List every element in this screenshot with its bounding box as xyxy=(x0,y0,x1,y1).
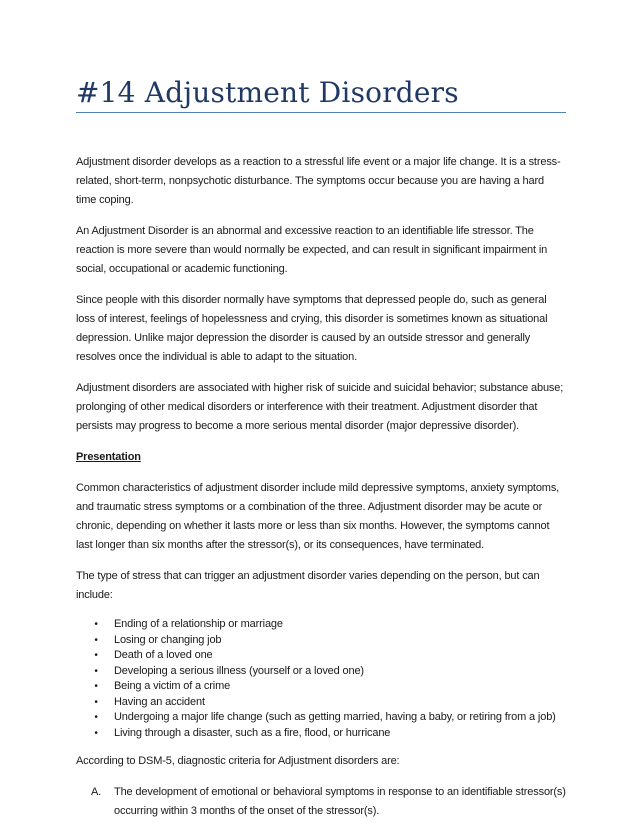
title-underline-rule xyxy=(76,112,566,113)
paragraph-associated-risks: Adjustment disorders are associated with higher risk of suicide and suicidal behavior; substance abuse; prolonging of other medical disorders or interference with their treatment. Adjustment disorder that persists may progress to become a more serious mental disorder (major depressive disorder). xyxy=(76,382,564,432)
paragraph-abnormal-reaction: An Adjustment Disorder is an abnormal and excessive reaction to an identifiable life stressor. The reaction is more severe than would normally be expected, and can result in significant impairment in social, occupational or academic functioning. xyxy=(76,225,548,275)
list-item-text: Developing a serious illness (yourself or a loved one) xyxy=(114,664,364,677)
bullet-icon: • xyxy=(94,619,98,630)
list-item-text: Undergoing a major life change (such as getting married, having a baby, or retiring from a job) xyxy=(114,711,556,723)
paragraph-characteristics: Common characteristics of adjustment disorder include mild depressive symptoms, anxiety symptoms, and traumatic stress symptoms or a combination of the three. Adjustment disorder may be acute or chronic, depending on whether it lasts more or less than six months. However, the symptoms cannot last longer than six months after the stressor(s), or its consequences, have terminated. xyxy=(76,482,560,551)
criteria-letter: A. xyxy=(91,786,102,798)
bullet-icon: • xyxy=(94,665,98,677)
bullet-icon: • xyxy=(94,696,98,708)
section-heading-presentation: Presentation xyxy=(76,451,141,463)
list-item-text: Living through a disaster, such as a fire, flood, or hurricane xyxy=(114,726,391,739)
paragraph-stress-types: The type of stress that can trigger an adjustment disorder varies depending on the person, but can include: xyxy=(76,570,540,601)
list-item xyxy=(76,726,566,742)
paragraph-definition: Adjustment disorder develops as a reaction to a stressful life event or a major life change. It is a stress-related, short-term, nonpsychotic disturbance. The symptoms occur because you are having a hard time coping. xyxy=(76,156,561,206)
paragraph-dsm5-intro: According to DSM-5, diagnostic criteria for Adjustment disorders are: xyxy=(76,755,400,767)
bullet-icon: • xyxy=(94,727,98,739)
list-item xyxy=(76,664,566,680)
stressor-bullet-list xyxy=(76,617,566,741)
list-item xyxy=(76,617,566,633)
criteria-text: The development of emotional or behavioral symptoms in response to an identifiable stressor(s) occurring within 3 months of the onset of the stressor(s). xyxy=(114,786,566,817)
bullet-icon: • xyxy=(94,681,98,692)
paragraph-situational-depression: Since people with this disorder normally have symptoms that depressed people do, such as general loss of interest, feelings of hopelessness and crying, this disorder is sometimes known as situational depression. Unlike major depression the disorder is caused by an outside stressor and generally resolves once the individual is able to adapt to the situation. xyxy=(76,294,548,363)
bullet-icon: • xyxy=(94,650,98,661)
list-item xyxy=(76,679,566,695)
page-title: #14 Adjustment Disorders xyxy=(76,76,459,109)
list-item-text: Death of a loved one xyxy=(114,649,213,661)
bullet-icon: • xyxy=(94,634,98,646)
list-item xyxy=(76,710,566,726)
list-item-text: Having an accident xyxy=(114,695,205,708)
list-item-text: Losing or changing job xyxy=(114,633,222,646)
document-body xyxy=(76,153,566,821)
list-item-text: Ending of a relationship or marriage xyxy=(114,618,283,630)
bullet-icon: • xyxy=(94,712,98,723)
list-item xyxy=(76,633,566,649)
criteria-item xyxy=(76,783,566,821)
list-item xyxy=(76,648,566,664)
list-item xyxy=(76,695,566,711)
list-item-text: Being a victim of a crime xyxy=(114,680,231,692)
